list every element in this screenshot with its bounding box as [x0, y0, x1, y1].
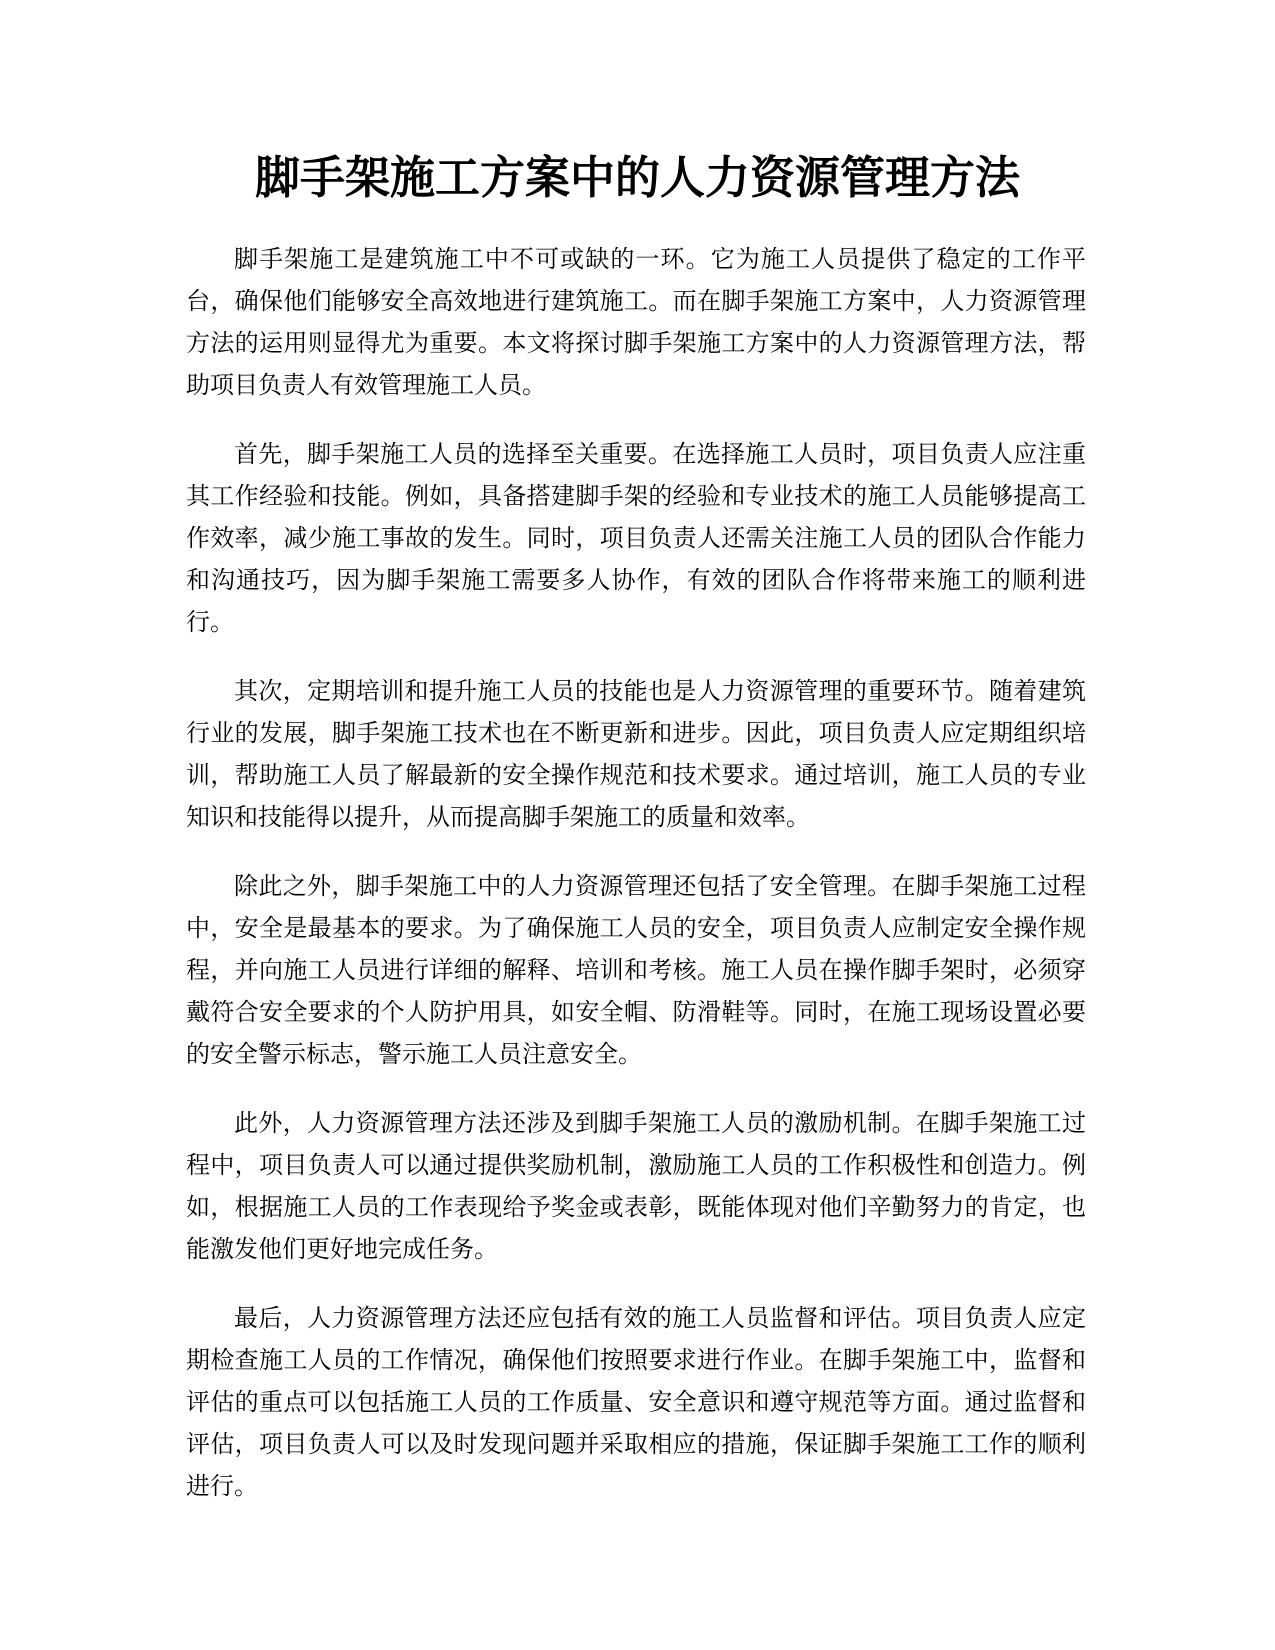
document-body [186, 238, 1086, 1534]
paragraph-supervision: 最后，人力资源管理方法还应包括有效的施工人员监督和评估。项目负责人应定期检查施工人员的工作情况，确保他们按照要求进行作业。在脚手架施工中，监督和评估的重点可以包括施工人员的工作质量、安全意识和遵守规范等方面。通过监督和评估，项目负责人可以及时发现问题并采取相应的措施，保证脚手架施工工作的顺利进行。 [186, 1304, 1086, 1500]
paragraph-personnel-selection: 首先，脚手架施工人员的选择至关重要。在选择施工人员时，项目负责人应注重其工作经验和技能。例如，具备搭建脚手架的经验和专业技术的施工人员能够提高工作效率，减少施工事故的发生。同时，项目负责人还需关注施工人员的团队合作能力和沟通技巧，因为脚手架施工需要多人协作，有效的团队合作将带来施工的顺利进行。 [186, 440, 1086, 636]
paragraph-intro: 脚手架施工是建筑施工中不可或缺的一环。它为施工人员提供了稳定的工作平台，确保他们能够安全高效地进行建筑施工。而在脚手架施工方案中，人力资源管理方法的运用则显得尤为重要。本文将探讨脚手架施工方案中的人力资源管理方法，帮助项目负责人有效管理施工人员。 [186, 245, 1086, 399]
document-title: 脚手架施工方案中的人力资源管理方法 [254, 151, 1020, 204]
paragraph-safety-management: 除此之外，脚手架施工中的人力资源管理还包括了安全管理。在脚手架施工过程中，安全是最基本的要求。为了确保施工人员的安全，项目负责人应制定安全操作规程，并向施工人员进行详细的解释、培训和考核。施工人员在操作脚手架时，必须穿戴符合安全要求的个人防护用具，如安全帽、防滑鞋等。同时，在施工现场设置必要的安全警示标志，警示施工人员注意安全。 [186, 872, 1086, 1068]
paragraph-incentives: 此外，人力资源管理方法还涉及到脚手架施工人员的激励机制。在脚手架施工过程中，项目负责人可以通过提供奖励机制，激励施工人员的工作积极性和创造力。例如，根据施工人员的工作表现给予奖金或表彰，既能体现对他们辛勤努力的肯定，也能激发他们更好地完成任务。 [186, 1109, 1086, 1263]
paragraph-training: 其次，定期培训和提升施工人员的技能也是人力资源管理的重要环节。随着建筑行业的发展，脚手架施工技术也在不断更新和进步。因此，项目负责人应定期组织培训，帮助施工人员了解最新的安全操作规范和技术要求。通过培训，施工人员的专业知识和技能得以提升，从而提高脚手架施工的质量和效率。 [186, 677, 1086, 831]
